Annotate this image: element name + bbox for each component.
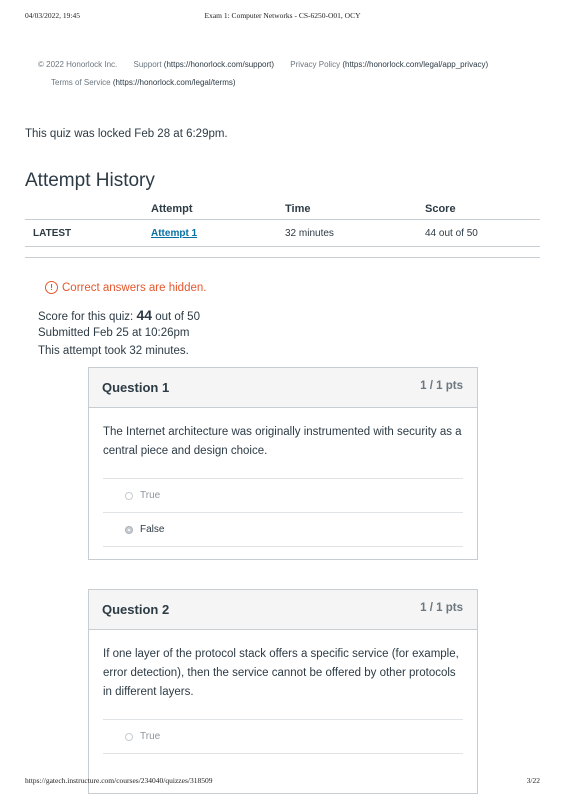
terms-of-service-link[interactable]: Terms of Service	[51, 78, 111, 87]
column-header-time: Time	[277, 199, 417, 220]
question-card-1	[88, 367, 478, 560]
terms-of-service-url: (https://honorlock.com/legal/terms)	[112, 78, 236, 87]
attempt-1-link[interactable]: Attempt 1	[151, 227, 198, 239]
question-text: The Internet architecture was originally instrumented with security as a central piece and design choice.	[103, 426, 462, 457]
warning-icon: !	[45, 281, 58, 294]
question-card-2	[88, 589, 478, 794]
copyright-text: © 2022 Honorlock Inc.	[38, 60, 118, 69]
attempt-history-table	[25, 199, 540, 247]
column-header-blank	[25, 199, 143, 220]
question-header	[89, 368, 477, 408]
quiz-locked-message: This quiz was locked Feb 28 at 6:29pm.	[25, 128, 228, 140]
section-divider	[25, 257, 540, 258]
quiz-score-line: Score for this quiz: 44 out of 50	[38, 307, 200, 323]
answer-option-true	[103, 479, 463, 513]
honorlock-footer-row-2	[51, 78, 236, 87]
attempt-duration: This attempt took 32 minutes.	[38, 345, 189, 357]
question-points: 1 / 1 pts	[420, 601, 463, 614]
attempt-time: 32 minutes	[277, 220, 417, 247]
print-date: 04/03/2022, 19:45	[25, 11, 81, 20]
correct-answers-hidden-notice	[45, 281, 206, 294]
question-header	[89, 590, 477, 630]
answer-option-true	[103, 720, 463, 754]
print-page-title: Exam 1: Computer Networks - CS-6250-O01, OCY	[204, 11, 361, 20]
question-title: Question 1	[102, 380, 170, 395]
radio-selected-icon	[125, 526, 133, 534]
latest-label: LATEST	[25, 220, 143, 247]
question-text: If one layer of the protocol stack offers a specific service (for example, error detection), then the service cannot be offered by other protocols in different layers.	[103, 648, 459, 698]
notice-text: Correct answers are hidden.	[62, 281, 207, 294]
answer-list	[103, 478, 463, 547]
radio-unselected-icon	[125, 492, 133, 500]
table-row	[25, 220, 540, 247]
print-url: https://gatech.instructure.com/courses/234040/quizzes/318509	[25, 776, 213, 785]
print-page-number: 3/22	[526, 776, 540, 785]
privacy-policy-url: (https://honorlock.com/legal/app_privacy)	[342, 60, 489, 69]
support-link[interactable]: Support	[133, 60, 162, 69]
privacy-policy-link[interactable]: Privacy Policy	[290, 60, 341, 69]
answer-label: True	[140, 731, 161, 742]
attempt-score: 44 out of 50	[417, 220, 540, 247]
attempt-history-heading: Attempt History	[25, 170, 155, 191]
answer-option-false	[103, 513, 463, 547]
column-header-attempt: Attempt	[143, 199, 277, 220]
radio-unselected-icon	[125, 733, 133, 741]
submitted-timestamp: Submitted Feb 25 at 10:26pm	[38, 327, 190, 339]
table-header-row	[25, 199, 540, 220]
question-points: 1 / 1 pts	[420, 379, 463, 392]
honorlock-footer-row	[38, 60, 488, 69]
column-header-score: Score	[417, 199, 540, 220]
answer-list	[103, 719, 463, 754]
quiz-score-value: 44	[136, 307, 153, 323]
answer-label: False	[140, 524, 165, 535]
answer-label: True	[140, 490, 161, 501]
question-title: Question 2	[102, 602, 170, 617]
support-url: (https://honorlock.com/support)	[163, 60, 275, 69]
